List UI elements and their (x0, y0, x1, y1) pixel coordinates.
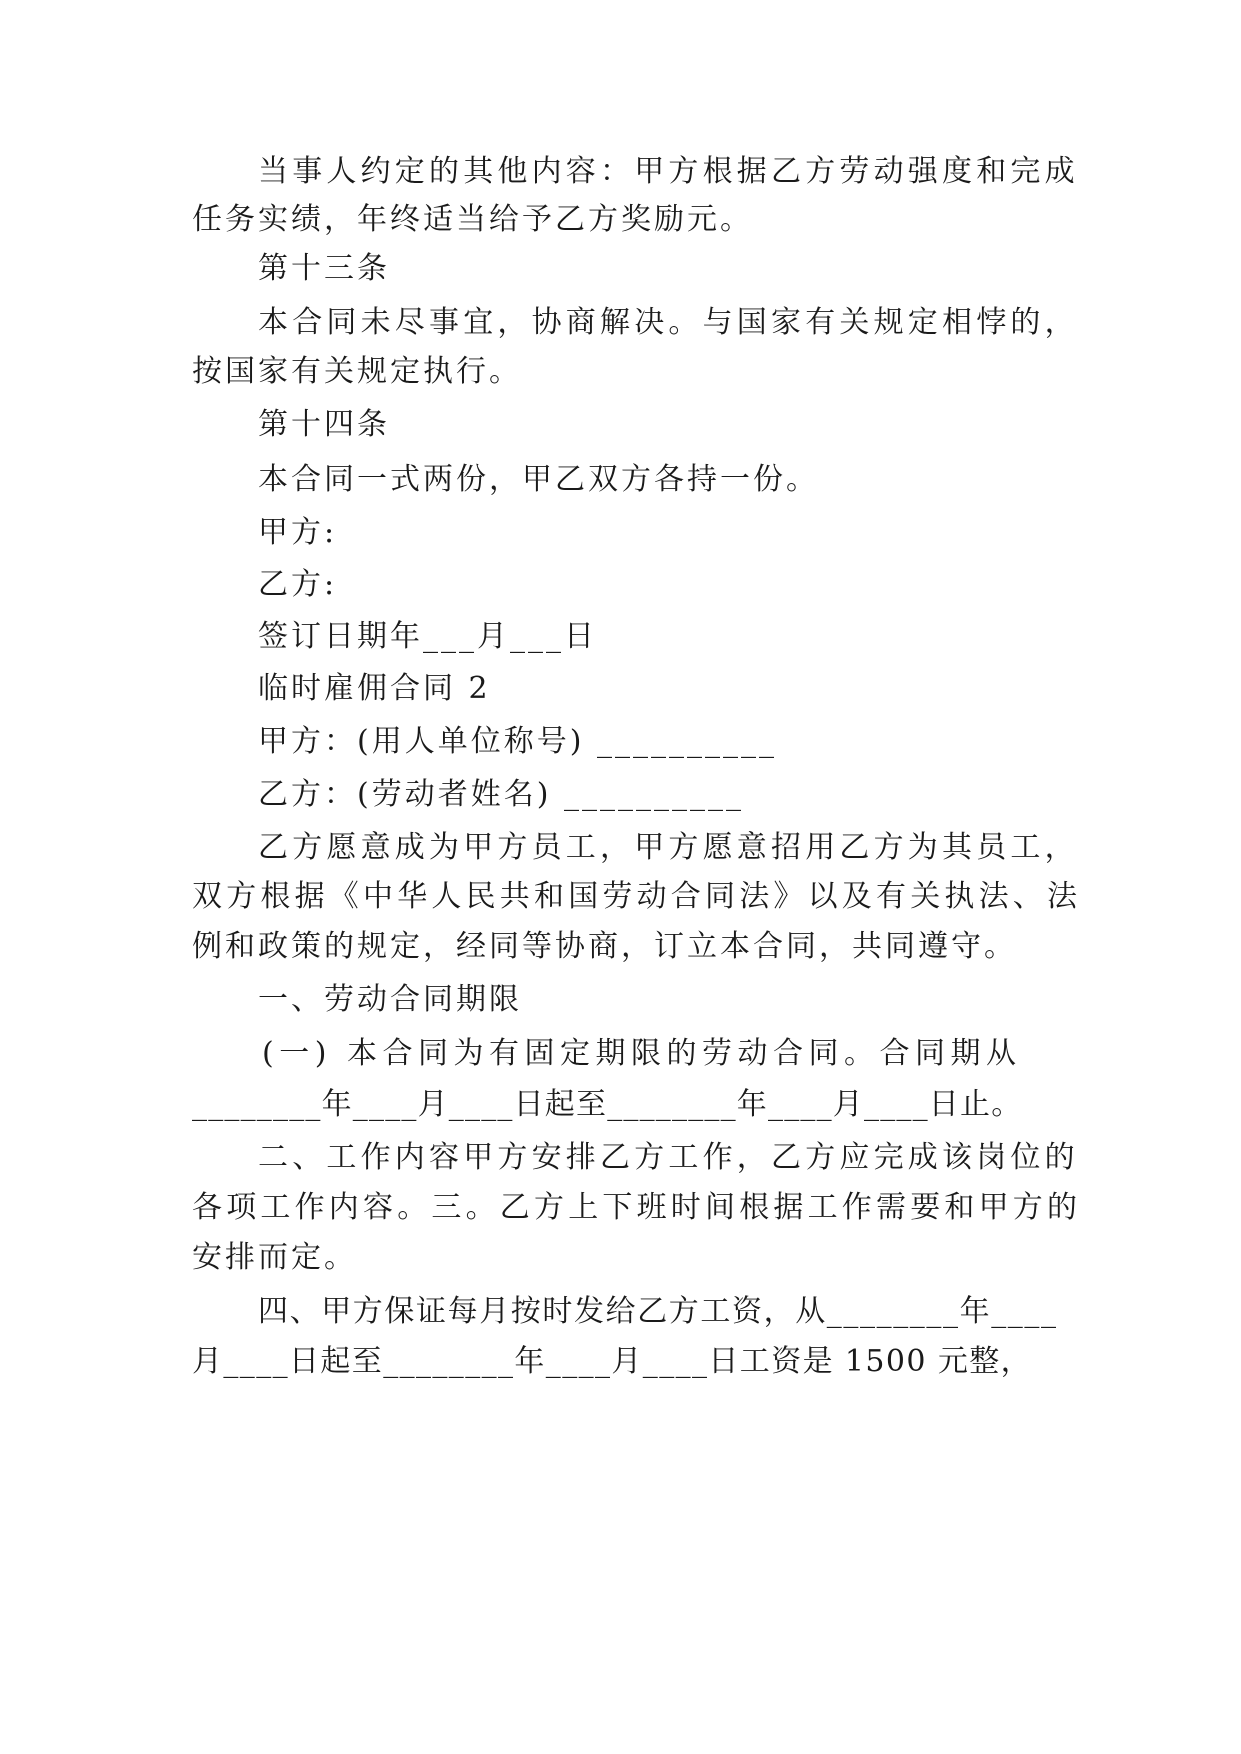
salary-line: 月____日起至________年____月____日工资是 1500 元整， (192, 1344, 1033, 1379)
paragraph-line: 例和政策的规定，经同等协商，订立本合同，共同遵守。 (192, 929, 1017, 964)
paragraph-line: 二、工作内容甲方安排乙方工作，乙方应完成该岗位的 (258, 1140, 1079, 1175)
paragraph-line: 乙方愿意成为甲方员工，甲方愿意招用乙方为其员工， (258, 830, 1079, 865)
paragraph-line: 安排而定。 (192, 1240, 357, 1275)
paragraph-line: 按国家有关规定执行。 (192, 354, 522, 389)
party-b-field: 乙方：(劳动者姓名) __________ (258, 777, 744, 812)
party-a-label: 甲方: (258, 515, 338, 550)
paragraph-line: 双方根据《中华人民共和国劳动合同法》以及有关执法、法 (192, 879, 1082, 914)
paragraph-line: 本合同未尽事宜，协商解决。与国家有关规定相悖的， (258, 305, 1079, 340)
party-a-field: 甲方：(用人单位称号) __________ (258, 724, 777, 759)
paragraph-line: 当事人约定的其他内容：甲方根据乙方劳动强度和完成 (258, 154, 1079, 189)
paragraph-line: 本合同一式两份，甲乙双方各持一份。 (258, 462, 819, 497)
paragraph-line: (一) 本合同为有固定期限的劳动合同。合同期从 (262, 1036, 1022, 1071)
salary-line: 四、甲方保证每月按时发给乙方工资，从________年____ (258, 1294, 1058, 1329)
party-b-label: 乙方: (258, 567, 338, 602)
article-heading: 第十三条 (258, 251, 390, 286)
section-heading: 一、劳动合同期限 (258, 982, 522, 1017)
paragraph-line: 任务实绩，年终适当给予乙方奖励元。 (192, 202, 753, 237)
date-range-line: ________年____月____日起至________年____月____日止。 (192, 1087, 1023, 1122)
article-heading: 第十四条 (258, 407, 390, 442)
paragraph-line: 各项工作内容。三。乙方上下班时间根据工作需要和甲方的 (192, 1190, 1082, 1225)
contract-title: 临时雇佣合同 2 (258, 671, 491, 706)
signing-date: 签订日期年___月___日 (258, 619, 597, 654)
